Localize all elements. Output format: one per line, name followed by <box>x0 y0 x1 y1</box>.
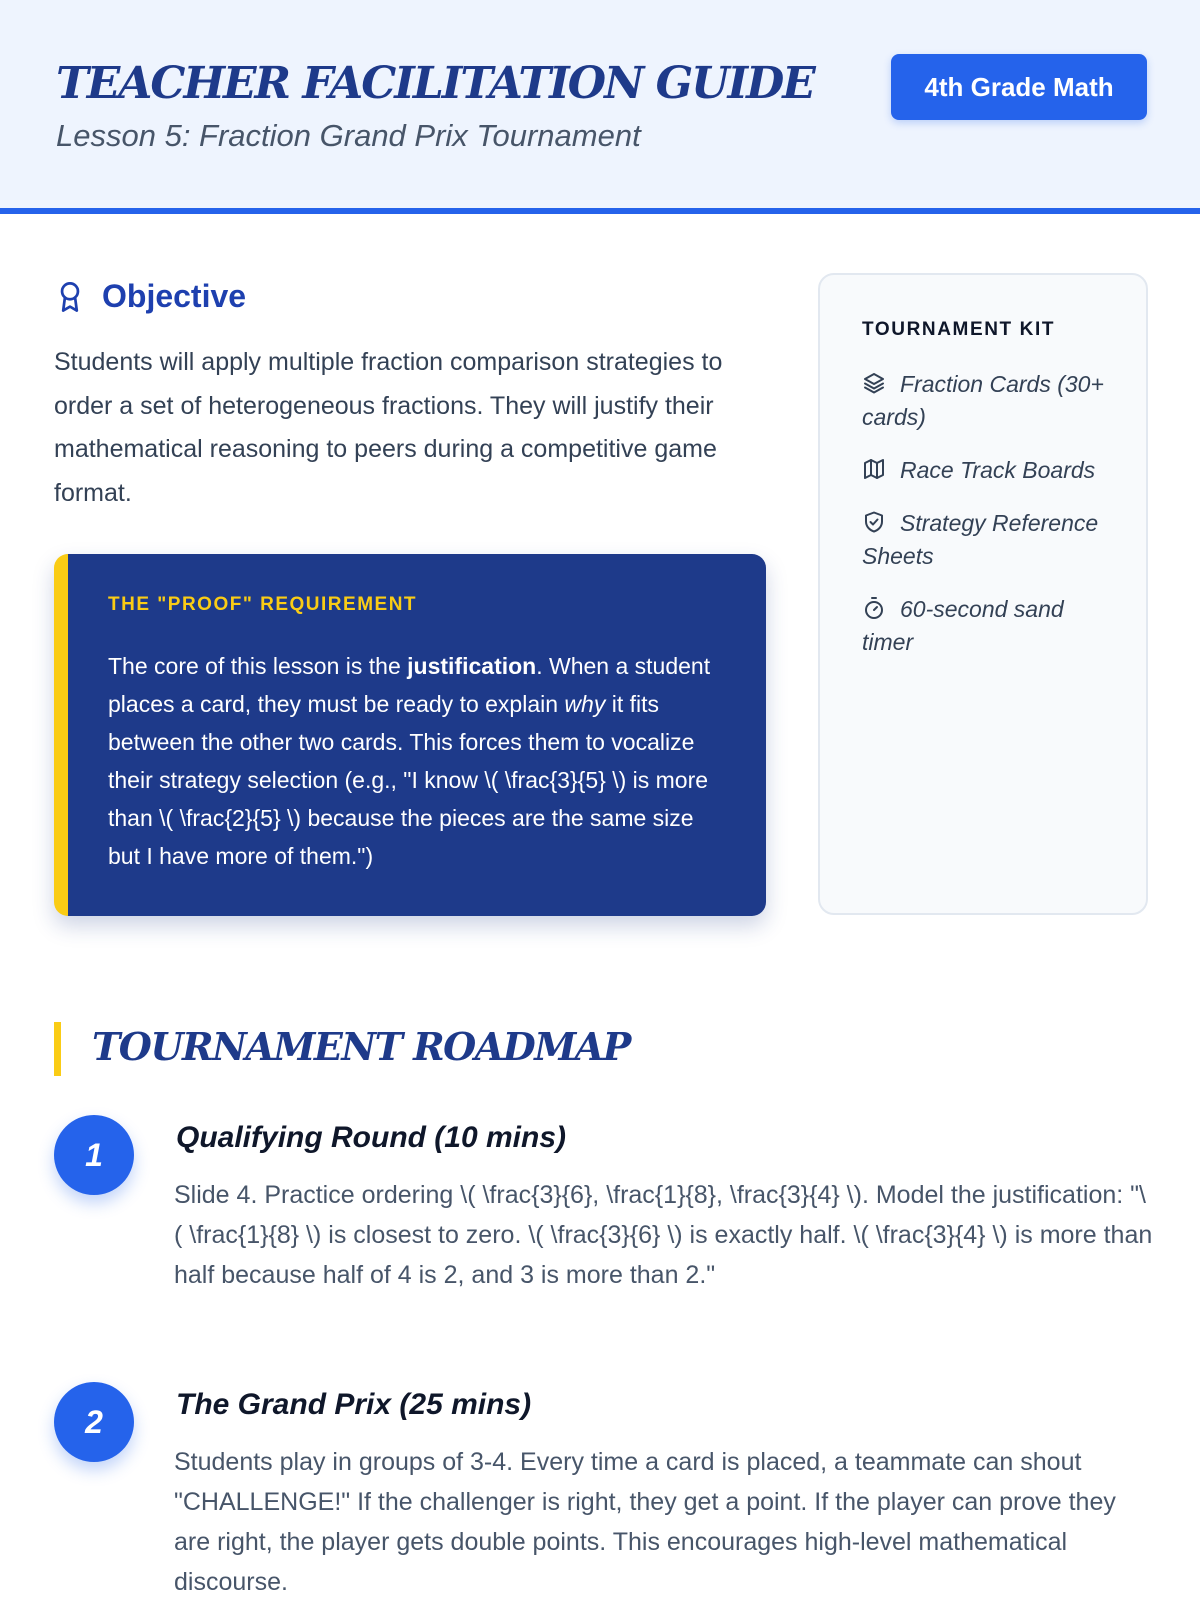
kit-item-strategy-sheets <box>862 507 1118 573</box>
page-header <box>0 0 1200 214</box>
shield-check-icon <box>862 510 886 534</box>
proof-text-part: it fits between the other two cards. This forces them to vocalize their strategy selection (e.g., "I know \( \frac{3}{5} \) is more than \( \frac{2}{5} \) because the pieces are the same size but I have more of them.") <box>108 691 709 869</box>
lesson-subtitle: Lesson 5: Fraction Grand Prix Tournament <box>56 118 641 153</box>
step-description: Slide 4. Practice ordering \( \frac{3}{6}, \frac{1}{8}, \frac{3}{4} \). Model the justification: "\( \frac{1}{8} \) is closest to zero. \( \frac{3}{6} \) is exactly half. \( \frac{3}{4} \) is more than half because half of 4 is 2, and 3 is more than 2." <box>174 1181 1153 1289</box>
objective-text: Students will apply multiple fraction comparison strategies to order a set of heterogeneous fractions. They will justify their mathematical reasoning to peers during a competitive game format. <box>54 348 723 507</box>
kit-title: TOURNAMENT KIT <box>862 319 1056 340</box>
proof-text-bold: justification <box>407 653 537 679</box>
kit-item-fraction-cards <box>862 368 1118 434</box>
step-title: The Grand Prix (25 mins) <box>176 1388 532 1421</box>
map-icon <box>862 457 886 481</box>
document-title: TEACHER FACILITATION GUIDE <box>56 58 814 109</box>
proof-requirement-callout <box>54 554 766 916</box>
grade-badge: 4th Grade Math <box>891 54 1147 120</box>
timer-icon <box>862 596 886 620</box>
objective-heading <box>56 278 246 315</box>
layers-icon <box>862 371 886 395</box>
tournament-kit-panel <box>818 273 1148 915</box>
kit-item-label: 60-second sand timer <box>862 596 1064 655</box>
kit-item-label: Race Track Boards <box>900 457 1096 483</box>
roadmap-title: TOURNAMENT ROADMAP <box>92 1024 630 1069</box>
proof-text <box>108 647 726 875</box>
kit-item-label: Fraction Cards (30+ cards) <box>862 371 1104 430</box>
objective-title: Objective <box>102 278 247 314</box>
roadmap-accent-bar <box>54 1022 61 1076</box>
step-number-badge: 1 <box>54 1115 134 1195</box>
kit-item-label: Strategy Reference Sheets <box>862 510 1099 569</box>
award-icon <box>56 280 84 314</box>
proof-text-italic: why <box>564 691 606 717</box>
proof-label: THE "PROOF" REQUIREMENT <box>108 594 418 615</box>
proof-text-part: The core of this lesson is the <box>108 653 408 679</box>
kit-item-race-track <box>862 454 1118 487</box>
step-number-badge: 2 <box>54 1382 134 1462</box>
step-description: Students play in groups of 3-4. Every time a card is placed, a teammate can shout "CHALLENGE!" If the challenger is right, they get a point. If the player can prove they are right, the player gets double points. This encourages high-level mathematical discourse. <box>174 1448 1116 1596</box>
kit-item-sand-timer <box>862 593 1118 659</box>
proof-text-part: . When a student places a card, they must be ready to explain <box>108 653 711 717</box>
step-title: Qualifying Round (10 mins) <box>176 1121 567 1154</box>
